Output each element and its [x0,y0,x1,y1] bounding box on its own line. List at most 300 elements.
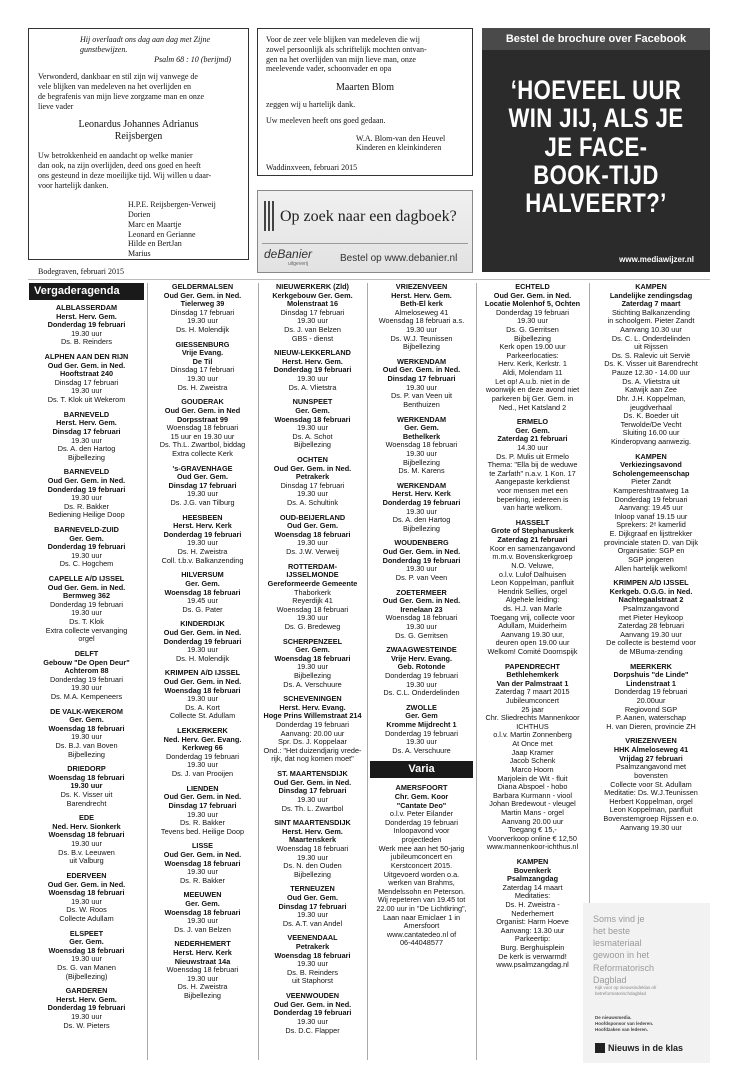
entry-heading-line: Lindenstraat 1 [626,678,676,688]
entry-heading-line: WOUDENBERG [394,538,449,548]
entry-heading-line: Oud Ger. Gem. in Ned. [163,676,242,686]
entry-detail-line: E. Dijkgraaf en lijsttrekker [609,529,693,539]
entry-detail-line: voor mensen met een [497,486,568,496]
entry-detail-line: 19.30 uur [187,538,218,548]
nieuws-in-de-klas-logo: Nieuws in de klas [595,1043,683,1053]
entry-detail-line: Bijbellezing [294,440,331,450]
entry-heading-line: EDERVEEN [66,870,107,880]
entry-detail-line: 19.30 uur [517,316,548,326]
agenda-entry [150,341,255,393]
entry-detail-line: Katwijk aan Zee [625,385,677,395]
entry-heading-line: Woensdag 18 februari [274,414,351,424]
entry-detail-line: Ds. T. Klok [69,617,104,627]
entry-heading-line: Oud Ger. Gem. in Ned. [273,999,352,1009]
entry-detail-line: uit Valburg [69,856,104,866]
entry-heading-line: Woensdag 18 februari [164,907,241,917]
entry-heading-line: Bovenkerk [513,865,552,875]
entry-detail-line: Barbara Kurmann - viool [492,790,573,800]
entry-heading-line: SCHEVENINGEN [283,694,342,704]
thanks-line: zeggen wij u hartelijk dank. [266,100,356,110]
entry-heading-line: Dorpshuis "de Linde" [613,670,689,680]
entry-detail-line: (Bijbellezing) [65,971,108,981]
agenda-entry [261,770,364,813]
entry-heading-line: KINDERDIJK [180,619,225,629]
entry-detail-line: Dhr. J.H. Koppelman, [616,393,686,403]
entry-detail-line: 19.30 uur [297,613,328,623]
entry-detail-line: in schoolgem. Pieter Zandt [607,316,695,326]
entry-detail-line: o.l.v. Peter Eilander [389,809,454,819]
entry-detail-line: Benthuizen [403,399,440,409]
entry-detail-line: Mendelssohn en Peterson. [378,886,465,896]
entry-heading-line: Donderdag 19 februari [47,542,126,552]
place-date: Waddinxveen, februari 2015 [266,163,358,173]
entry-detail-line: Ds. B. Reinders [286,967,339,977]
ad-top-banner: Bestel de brochure over Facebook [482,28,710,50]
entry-detail-line: 19.30 uur [297,662,328,672]
entry-detail-line: Thema: "Ella bij de weduwe [487,460,578,470]
entry-heading-line: Oud Ger. Gem. in Ned. [47,879,126,889]
entry-heading-line: Donderdag 19 februari [47,484,126,494]
agenda-entry [370,283,473,352]
entry-detail-line: o.l.v. Martin Zonnenberg [493,730,572,740]
entry-heading-line: Psalmzangdag [506,874,559,884]
entry-heading-line: Landelijke zendingsdag [609,290,693,300]
entry-detail-line: Kampereshtraatweg 1a [613,486,689,496]
agenda-entry [150,727,255,779]
entry-heading-line: Maartenskerk [288,835,337,845]
entry-detail-line: www.psalmzangdag.nl [496,960,569,970]
entry-detail-line: GBS - dienst [291,333,334,343]
entry-heading-line: EDE [78,813,94,823]
entry-detail-line: Ds. H. Molendijk [175,653,230,663]
entry-detail-line: de MBuma-zending [619,646,683,656]
entry-heading-line: Dinsdag 17 februari [387,374,456,384]
entry-heading-line: GOUDERAK [181,397,224,407]
entry-heading-line: KAMPEN [635,282,667,291]
entry-detail-line: van harte welkom. [502,503,563,513]
entry-detail-line: Aanvang 20.00 uur [501,816,564,826]
entry-detail-line: 19.30 uur [297,959,328,969]
agenda-entry [29,411,144,463]
entry-detail-line: Ds. A. Schultink [286,498,339,508]
entry-detail-line: Ds. D.C. Flapper [285,1025,340,1035]
entry-heading-line: Woensdag 18 februari [274,653,351,663]
entry-detail-line: 19.30 uur [71,732,102,742]
entry-detail-line: Donderdag 19 februari [49,674,124,684]
entry-detail-line: Ds. H. Molendijk [175,325,230,335]
entry-detail-line: jubileumconcert en [390,852,453,862]
entry-detail-line: Collecte voor St. Adullam [610,779,692,789]
entry-detail-line: Regiovond SGP [624,704,678,714]
entry-heading-line: Bethlehemkerk [506,670,559,680]
entry-heading-line: CAPELLE A/D IJSSEL [48,574,125,584]
agenda-entry [370,539,473,582]
entry-detail-line: Extra collecte vervanging [45,625,128,635]
promo-text: Soms vind je het beste lesmateriaal gewoon in het Reformatorisch Dagblad [593,914,655,985]
ad-headline: Op zoek naar een dagboek? [280,208,457,225]
entry-heading-line: Oud Ger. Gem. in Ned. [382,365,461,375]
agenda-entry [150,465,255,508]
entry-detail-line: 19.30 uur [187,760,218,770]
entry-heading-line: GIESSENBURG [175,339,230,349]
entry-detail-line: Ds. H. Zweistra - [505,900,560,910]
entry-detail-line: Ds. R. Bakker [179,875,225,885]
agenda-entry [150,940,255,1000]
entry-detail-line: N.O. Veluwe, [511,560,554,570]
agenda-entry [261,695,364,764]
entry-heading-line: ALBLASSERDAM [55,302,118,312]
entry-heading-line: Ger. Gem. [295,645,330,655]
entry-heading-line: Chr. Gem. Koor [394,792,449,802]
entry-detail-line: Burg. Berghuisplein [500,943,565,953]
ad-headline: ‘HOEVEEL UUR WIN JIJ, ALS JE JE FACE- BOOK-TIJD HALVEERT?’ [508,75,684,219]
entry-detail-line: werken van Brahms, [388,878,455,888]
entry-detail-line: Adullam, Muiderheim [498,621,567,631]
entry-detail-line: Donderdag 19 februari [384,670,459,680]
entry-detail-line: projectleden [401,835,442,845]
entry-detail-line: 19.30 uur [71,608,102,618]
entry-detail-line: Ds. M.A. Kempeneers [50,691,123,701]
entry-heading-line: Herst. Herv. Kerk [173,948,232,958]
entry-detail-line: Ds. H. Zweistra [177,382,228,392]
mediawijzer-link[interactable]: www.mediawijzer.nl [619,255,694,264]
entry-heading-line: HEESBEEN [182,512,223,522]
entry-detail-line: Woensdag 18 februari a.s. [378,316,465,326]
entry-heading-line: Ger. Gem. [69,715,104,725]
entry-detail-line: 19.30 uur [297,489,328,499]
facebook-brochure-ad[interactable] [482,28,710,272]
section-header-vergaderagenda: Vergaderagenda [29,283,144,300]
good-line: Uw meeleven heeft ons goed gedaan. [266,115,386,125]
agenda-entry [29,987,144,1030]
deceased-name: Leonardus Johannes Adrianus Reijsbergen [78,119,199,143]
entry-heading-line: Tielerweg 39 [180,299,225,309]
entry-detail-line: H. van Dieren, provincie ZH [606,721,696,731]
entry-detail-line: Thaborkerk [294,587,331,597]
entry-detail-line: Herbert Koppelman, orgel [609,796,693,806]
entry-detail-line: met Pieter Heykoop [618,612,684,622]
entry-heading-line: SINT MAARTENSDIJK [274,818,351,828]
entry-heading-line: Dinsdag 17 februari [278,786,347,796]
entry-detail-line: Toegang € 15,- [508,825,557,835]
entry-detail-line: Ds. B. Reinders [60,337,113,347]
entry-detail-line: Collecte St. Adullam [169,711,236,721]
agenda-entry [29,765,144,808]
entry-detail-line: Jubileumconcert [505,696,560,706]
entry-detail-line: ICHTHUS [516,721,549,731]
entry-detail-line: m.m.v. Bovenskerkgroep [492,552,573,562]
entry-heading-line: Herst. Herv. Gem. [282,826,343,836]
entry-detail-line: 19.30 uur [406,737,437,747]
order-link[interactable]: Bestel op www.debanier.nl [340,253,458,264]
entry-heading-line: VRIEZENVEEN [625,736,677,746]
agenda-entry [29,650,144,702]
agenda-entry [592,283,710,447]
entry-heading-line: Dinsdag 17 februari [168,800,237,810]
entry-detail-line: Sprekers: 2ᵉ kamerlid [616,520,686,530]
section-header-varia: Varia [370,761,473,778]
entry-detail-line: 19.45 uur [187,596,218,606]
entry-heading-line: ROTTERDAM- [287,561,338,571]
agenda-column-6 [592,283,710,838]
entry-detail-line: Leon Koppelman, panfluit [609,805,693,815]
entry-heading-line: Ger. Gem. [515,425,550,435]
entry-detail-line: Aanvang 19.30 uur [620,822,682,832]
entry-detail-line: woonwijk en deze avond niet [485,385,580,395]
entry-detail-line: jeugdverhaal [630,402,672,412]
entry-detail-line: Dinsdag 17 februari [54,377,119,387]
entry-heading-line: Herst. Herv. Gem. [282,356,343,366]
entry-heading-line: OCHTEN [297,454,328,464]
entry-detail-line: te Zarfath" n.a.v. 1 Kon. 17 [489,468,576,478]
entry-detail-line: deuren open 19.00 uur [495,638,570,648]
entry-heading-line: Kerkgeb. O.G.G. in Ned. [609,586,693,596]
entry-heading-line: VEENENDAAL [287,933,338,943]
publisher-label: uitgeverij [288,261,309,267]
entry-heading-line: WERKENDAM [396,480,447,490]
entry-heading-line: Ger. Gem. [295,405,330,415]
agenda-entry [29,468,144,520]
entry-detail-line: 06-44048577 [399,938,443,948]
entry-detail-line: rijk, dat nog komen moet" [271,754,354,764]
entry-heading-line: "Cantate Deo" [396,800,447,810]
entry-heading-line: Hooftstraat 240 [59,369,114,379]
entry-detail-line: 19.30 uur [297,374,328,384]
entry-heading-line: Woensdag 18 februari [48,772,125,782]
entry-detail-line: Aangepaste kerkdienst [495,477,570,487]
entry-detail-line: Toegang vrij, collecte voor [490,612,575,622]
entry-detail-line: Psalmzangavond [623,603,679,613]
entry-detail-line: Chr. Sliedrechts Mannenkoor [485,713,580,723]
entry-heading-line: Bethelkerk [402,431,441,441]
entry-heading-line: Scholengemeenschap [612,468,690,478]
entry-heading-line: Herst. Herv. Evang. [279,702,346,712]
entry-detail-line: Ds. G. Pater [182,604,223,614]
entry-heading-line: GARDEREN [65,986,108,996]
entry-detail-line: Barendrecht [66,798,107,808]
entry-detail-line: 19.30 uur [187,867,218,877]
entry-detail-line: Ds. A. Verschuure [392,745,451,755]
entry-heading-line: Herst. Herv. Kerk [173,521,232,531]
agenda-entry [592,737,710,832]
entry-detail-line: Organisatie: SGP en [617,546,685,556]
entry-detail-line: SGP jongeren [628,554,674,564]
entry-detail-line: Dinsdag 17 februari [170,365,235,375]
entry-heading-line: Gereformeerde Gemeente [267,578,358,588]
entry-detail-line: 19.30 uur [187,694,218,704]
entry-detail-line: ds. H.J. van Marle [503,603,562,613]
entry-detail-line: beperking, iedereen is [496,494,569,504]
entry-detail-line: Woensdag 18 februari [166,423,239,433]
entry-heading-line: Oud Ger. Gem. in Ned. [163,849,242,859]
entry-detail-line: Tevens bed. Heilige Doop [160,826,245,836]
entry-detail-line: Werk mee aan het 50-jarig [378,843,465,853]
entry-heading-line: Herst. Herv. Kerk [392,489,451,499]
entry-detail-line: Ds. P. van Veen [395,572,448,582]
entry-heading-line: DE VALK-WEKEROM [50,706,123,716]
entry-detail-line: Extra collecte Kerk [172,448,233,458]
agenda-entry [261,934,364,986]
entry-detail-line: Stichting Balkanzending [612,307,690,317]
entry-heading-line: Herst. Herv. Gem. [391,290,452,300]
entry-detail-line: Aanvang: 13.30 uur [500,925,565,935]
agenda-entry [29,353,144,405]
entry-heading-line: Donderdag 19 februari [47,1003,126,1013]
entry-heading-line: Oud Ger. Gem. [286,521,339,531]
entry-detail-line: 22.00 uur in "De Lichtkring", [376,903,467,913]
entry-heading-line: TERNEUZEN [290,884,335,894]
entry-detail-line: Aanvang 10.30 uur [620,325,682,335]
entry-detail-line: Woensdag 18 februari [385,440,458,450]
entry-detail-line: uit Staphorst [292,976,333,986]
agenda-entry [261,992,364,1035]
entry-heading-line: Kerkweg 66 [182,743,223,753]
entry-detail-line: Ds. S. Ralevic uit Servië [611,350,691,360]
entry-heading-line: NEDERHEMERT [174,939,231,949]
entry-detail-line: Dinsdag 17 februari [170,307,235,317]
entry-heading-line: Ger. Gem. [69,533,104,543]
entry-heading-line: PAPENDRECHT [504,661,560,671]
entry-heading-line: Ger. Gem. [69,937,104,947]
entry-heading-line: Grote of Stephanuskerk [491,526,574,536]
agenda-column-3 [261,283,364,1041]
entry-detail-line: Bijbellezing [68,749,105,759]
entry-detail-line: www.cantatedeo.nl of [386,929,457,939]
entry-detail-line: 19.30 uur [406,506,437,516]
agenda-entry [29,814,144,866]
agenda-entry [370,704,473,756]
entry-detail-line: Ds. K. Visser uit [60,790,113,800]
entry-heading-line: Ned. Herv. Sionkerk [52,821,121,831]
entry-detail-line: Kerk open 19.00 uur [499,342,566,352]
entry-detail-line: Ds. A. den Hartog [57,444,116,454]
entry-detail-line: Diana Abspoel - hobo [497,782,568,792]
entry-detail-line: 19.30 uur [71,550,102,560]
entry-heading-line: Oud Ger. Gem. in Ned. [47,475,126,485]
deceased-name: Maarten Blom [335,82,395,93]
entry-detail-line: 19.30 uur [406,564,437,574]
entry-heading-line: Oud Ger. Gem. in Ned. [47,582,126,592]
entry-heading-line: HHK Almeloseweg 41 [613,745,689,755]
entry-detail-line: Ds. J. van Prooijen [171,769,234,779]
entry-detail-line: Ds. Th. L. Zwartbol [281,803,344,813]
entry-heading-line: KRIMPEN A/D IJSSEL [613,578,689,588]
entry-heading-line: WERKENDAM [396,356,447,366]
entry-detail-line: 19.30 uur [187,916,218,926]
agenda-entry [150,571,255,614]
entry-heading-line: Dorpsstraat 99 [176,414,229,424]
entry-heading-line: Donderdag 19 februari [47,320,126,330]
entry-detail-line: Ds. K. Boeder uit [623,411,679,421]
de-banier-logo: deBanier [264,247,313,261]
entry-heading-line: ERMELO [516,417,549,427]
notice-paragraph: Verwonderd, dankbaar en stil zijn wij vanwege de vele blijken van medeleven na het overlijden en de begrafenis van mijn lieve zorgzame man en onze lieve vader [38,72,205,111]
entry-detail-line: Let op! A.u.b. niet in de [495,376,570,386]
entry-heading-line: BARNEVELD [63,409,110,419]
nieuws-in-de-klas-promo[interactable] [583,903,710,1063]
entry-detail-line: 19.30 uur [297,423,328,433]
entry-heading-line: ECHTELD [515,282,550,291]
agenda-entry [592,663,710,732]
entry-heading-line: Oud Ger. Gem. in Ned. [47,360,126,370]
entry-detail-line: Algehele leiding: [505,595,560,605]
entry-detail-line: Donderdag 19 februari [384,728,459,738]
entry-heading-line: MEERKERK [630,661,672,671]
entry-heading-line: Gebouw "De Open Deur" [43,657,130,667]
entry-heading-line: Dinsdag 17 februari [278,901,347,911]
entry-detail-line: Donderdag 19 februari [49,599,124,609]
entry-detail-line: Ond.: "Het duizendjarig vrede- [263,745,362,755]
entry-detail-line: Reyerdijk 41 [292,596,333,606]
entry-detail-line: Ds. W. Roos [66,905,107,915]
entry-heading-line: OUD-BEIJERLAND [279,512,346,522]
entry-detail-line: Aanvang: 20.00 uur [280,728,345,738]
entry-detail-line: 19.30 uur [71,386,102,396]
entry-detail-line: Dinsdag 17 februari [280,480,345,490]
entry-heading-line: KAMPEN [635,451,667,461]
entry-detail-line: Jaap Kramer [511,747,554,757]
entry-detail-line: 19.30 uur [297,316,328,326]
entry-heading-line: Oud Ger. Gem. in Ned. [163,290,242,300]
entry-detail-line: Ds. P. van Veen uit [390,391,453,401]
agenda-entry [479,663,586,852]
agenda-entry [150,891,255,934]
entry-heading-line: Achterom 88 [64,666,109,676]
entry-detail-line: Ds. A. Vlietstra [288,382,337,392]
entry-detail-line: 15 uur en 19.30 uur [170,431,235,441]
entry-detail-line: Ds. W. Pieters [63,1020,110,1030]
entry-heading-line: Vrijdag 27 februari [619,753,683,763]
agenda-entry [29,526,144,569]
agenda-entry [261,638,364,690]
entry-detail-line: Parkeertip: [514,934,551,944]
agenda-entry [370,589,473,641]
entry-detail-line: 19.30 uur [406,679,437,689]
agenda-entry [592,453,710,574]
agenda-entry [479,283,586,412]
entry-detail-line: www.mannenkoor-ichthus.nl [486,842,579,852]
entry-heading-line: SCHERPENZEEL [282,636,343,646]
agenda-entry [261,819,364,879]
promo-link[interactable]: Kijk voor op nieuwsindeklas.nl/ betreformatorischdagblad [595,985,657,997]
agenda-entry [150,785,255,837]
entry-detail-line: Bijbellezing [403,457,440,467]
entry-detail-line: Ds. M. Karens [398,466,445,476]
entry-heading-line: KAMPEN [516,857,549,866]
entry-heading-line: Oud Ger. Gem. in Ned [164,405,241,415]
entry-detail-line: Bijbellezing [184,991,221,1001]
entry-detail-line: bovensten [634,770,668,780]
entry-heading-line: Nieuwstraat 14a [174,956,231,966]
entry-heading-line: Herst. Herv. Gem. [56,994,117,1004]
entry-detail-line: Ds. R. Bakker [179,818,225,828]
entry-detail-line: Dinsdag 17 februari [280,307,345,317]
entry-detail-line: 19.30 uur [187,645,218,655]
entry-detail-line: Terwolde/De Vecht [620,419,682,429]
entry-heading-line: LEKKERKERK [177,726,228,736]
entry-heading-line: KRIMPEN A/D IJSSEL [164,668,241,678]
entry-heading-line: ZWOLLE [406,702,437,712]
entry-detail-line: Pieter Zandt [631,477,671,487]
promo-sponsor-text: De nieuwsmedia. Hoofdsponsor van lederen. Hoofdzaken van lederen. [595,1015,654,1032]
entry-detail-line: Ds. K. Visser uit Barendrecht [604,359,698,369]
entry-detail-line: Donderdag 19 februari [614,687,688,697]
dagboek-ad[interactable] [257,190,473,273]
entry-detail-line: Woensdag 18 februari [276,843,349,853]
entry-heading-line: Vrije Herv. Evang. [390,653,453,663]
entry-detail-line: De kerk is verwarmd! [498,951,567,961]
entry-heading-line: Donderdag 19 februari [382,555,461,565]
